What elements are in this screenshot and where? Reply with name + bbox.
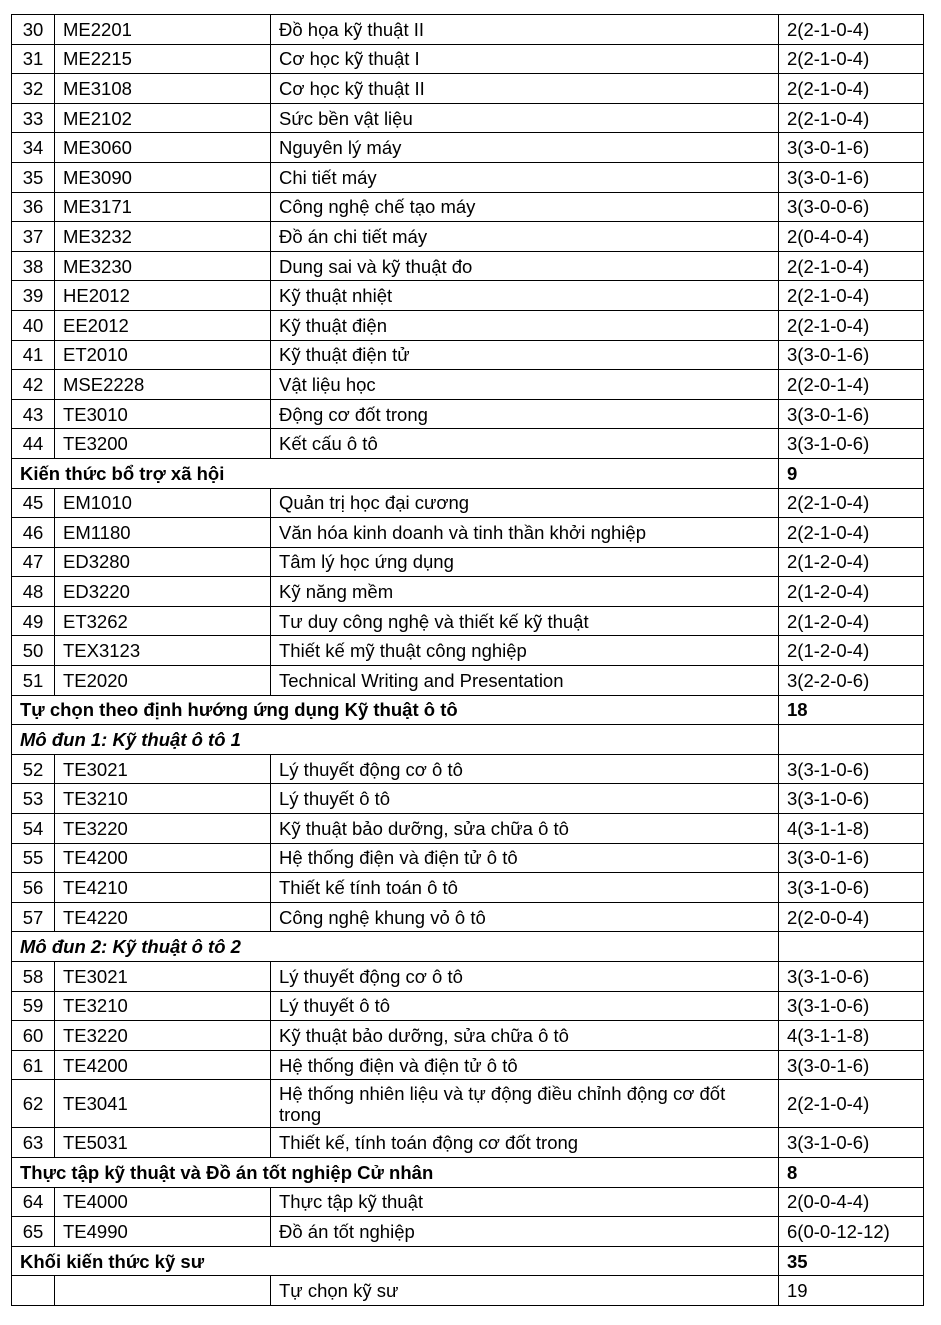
credits-cell: 2(1-2-0-4) <box>779 636 924 666</box>
course-name-cell: Kỹ thuật điện <box>271 310 779 340</box>
section-title-cell: Thực tập kỹ thuật và Đồ án tốt nghiệp Cử nhân <box>12 1157 779 1187</box>
course-code-cell: ED3220 <box>55 577 271 607</box>
table-row <box>12 281 924 311</box>
credits-cell: 2(2-1-0-4) <box>779 74 924 104</box>
row-number-cell: 44 <box>12 429 55 459</box>
row-number-cell <box>12 1276 55 1306</box>
credits-cell: 19 <box>779 1276 924 1306</box>
row-number-cell: 33 <box>12 103 55 133</box>
course-code-cell: ME3108 <box>55 74 271 104</box>
module-credits-cell <box>779 932 924 962</box>
row-number-cell: 45 <box>12 488 55 518</box>
course-code-cell: TE4200 <box>55 1050 271 1080</box>
table-row <box>12 370 924 400</box>
credits-cell: 2(2-0-1-4) <box>779 370 924 400</box>
section-header-row <box>12 1246 924 1276</box>
course-name-cell: Lý thuyết ô tô <box>271 991 779 1021</box>
credits-cell: 2(2-1-0-4) <box>779 1080 924 1128</box>
credits-cell: 3(3-1-0-6) <box>779 873 924 903</box>
curriculum-table <box>11 14 924 1306</box>
course-name-cell: Tâm lý học ứng dụng <box>271 547 779 577</box>
credits-cell: 2(2-1-0-4) <box>779 310 924 340</box>
table-row <box>12 1187 924 1217</box>
course-name-cell: Công nghệ chế tạo máy <box>271 192 779 222</box>
row-number-cell: 54 <box>12 814 55 844</box>
course-name-cell: Đồ án chi tiết máy <box>271 222 779 252</box>
course-name-cell: Nguyên lý máy <box>271 133 779 163</box>
table-row <box>12 666 924 696</box>
course-name-cell: Quản trị học đại cương <box>271 488 779 518</box>
section-header-row <box>12 458 924 488</box>
table-row <box>12 1021 924 1051</box>
table-row <box>12 843 924 873</box>
table-row <box>12 991 924 1021</box>
credits-cell: 3(3-0-1-6) <box>779 162 924 192</box>
course-code-cell: ME3090 <box>55 162 271 192</box>
table-row <box>12 1080 924 1128</box>
credits-cell: 3(3-0-1-6) <box>779 843 924 873</box>
course-code-cell: TE3200 <box>55 429 271 459</box>
section-credits-cell: 35 <box>779 1246 924 1276</box>
credits-cell: 3(3-1-0-6) <box>779 429 924 459</box>
row-number-cell: 60 <box>12 1021 55 1051</box>
table-row <box>12 547 924 577</box>
course-code-cell: EM1010 <box>55 488 271 518</box>
course-code-cell: TE3041 <box>55 1080 271 1128</box>
section-title-cell: Tự chọn theo định hướng ứng dụng Kỹ thuật ô tô <box>12 695 779 725</box>
table-row <box>12 577 924 607</box>
table-row <box>12 636 924 666</box>
row-number-cell: 56 <box>12 873 55 903</box>
course-name-cell: Tự chọn kỹ sư <box>271 1276 779 1306</box>
credits-cell: 2(2-0-0-4) <box>779 902 924 932</box>
course-name-cell: Vật liệu học <box>271 370 779 400</box>
table-row <box>12 873 924 903</box>
course-name-cell: Kết cấu ô tô <box>271 429 779 459</box>
course-name-cell: Sức bền vật liệu <box>271 103 779 133</box>
course-code-cell: TE3220 <box>55 814 271 844</box>
table-row <box>12 133 924 163</box>
course-code-cell: ME3060 <box>55 133 271 163</box>
course-code-cell: ME3232 <box>55 222 271 252</box>
table-row <box>12 429 924 459</box>
row-number-cell: 43 <box>12 399 55 429</box>
row-number-cell: 42 <box>12 370 55 400</box>
row-number-cell: 50 <box>12 636 55 666</box>
course-name-cell: Kỹ thuật bảo dưỡng, sửa chữa ô tô <box>271 814 779 844</box>
course-code-cell: TE3220 <box>55 1021 271 1051</box>
course-name-cell: Đồ án tốt nghiệp <box>271 1217 779 1247</box>
course-code-cell: TE4220 <box>55 902 271 932</box>
course-name-cell: Kỹ năng mềm <box>271 577 779 607</box>
course-code-cell: ET2010 <box>55 340 271 370</box>
table-row <box>12 340 924 370</box>
row-number-cell: 36 <box>12 192 55 222</box>
row-number-cell: 48 <box>12 577 55 607</box>
table-row <box>12 1217 924 1247</box>
section-credits-cell: 18 <box>779 695 924 725</box>
table-row <box>12 1050 924 1080</box>
course-name-cell: Hệ thống điện và điện tử ô tô <box>271 1050 779 1080</box>
course-name-cell: Đồ họa kỹ thuật II <box>271 15 779 45</box>
course-name-cell: Technical Writing and Presentation <box>271 666 779 696</box>
credits-cell: 3(3-0-1-6) <box>779 1050 924 1080</box>
row-number-cell: 31 <box>12 44 55 74</box>
course-name-cell: Kỹ thuật điện tử <box>271 340 779 370</box>
row-number-cell: 39 <box>12 281 55 311</box>
row-number-cell: 41 <box>12 340 55 370</box>
credits-cell: 2(2-1-0-4) <box>779 103 924 133</box>
course-code-cell: TE3021 <box>55 962 271 992</box>
course-code-cell: ME2201 <box>55 15 271 45</box>
credits-cell: 2(1-2-0-4) <box>779 606 924 636</box>
course-code-cell: MSE2228 <box>55 370 271 400</box>
credits-cell: 4(3-1-1-8) <box>779 814 924 844</box>
table-row <box>12 1276 924 1306</box>
table-row <box>12 310 924 340</box>
table-row <box>12 222 924 252</box>
section-credits-cell: 9 <box>779 458 924 488</box>
table-row <box>12 518 924 548</box>
table-row <box>12 44 924 74</box>
course-code-cell: EE2012 <box>55 310 271 340</box>
course-code-cell: TE4210 <box>55 873 271 903</box>
table-row <box>12 962 924 992</box>
module-title-cell: Mô đun 1: Kỹ thuật ô tô 1 <box>12 725 779 755</box>
table-row <box>12 814 924 844</box>
course-name-cell: Thực tập kỹ thuật <box>271 1187 779 1217</box>
section-title-cell: Khối kiến thức kỹ sư <box>12 1246 779 1276</box>
course-name-cell: Thiết kế tính toán ô tô <box>271 873 779 903</box>
course-code-cell: TE4990 <box>55 1217 271 1247</box>
course-name-cell: Văn hóa kinh doanh và tinh thần khởi nghiệp <box>271 518 779 548</box>
course-code-cell <box>55 1276 271 1306</box>
credits-cell: 2(0-4-0-4) <box>779 222 924 252</box>
row-number-cell: 58 <box>12 962 55 992</box>
credits-cell: 2(2-1-0-4) <box>779 281 924 311</box>
credits-cell: 2(2-1-0-4) <box>779 44 924 74</box>
curriculum-table-container <box>11 14 924 1306</box>
course-code-cell: TE2020 <box>55 666 271 696</box>
credits-cell: 3(3-0-1-6) <box>779 399 924 429</box>
course-code-cell: TE3210 <box>55 784 271 814</box>
course-code-cell: TE4000 <box>55 1187 271 1217</box>
course-name-cell: Cơ học kỹ thuật I <box>271 44 779 74</box>
table-row <box>12 1128 924 1158</box>
row-number-cell: 57 <box>12 902 55 932</box>
table-row <box>12 902 924 932</box>
row-number-cell: 47 <box>12 547 55 577</box>
credits-cell: 3(3-0-1-6) <box>779 340 924 370</box>
course-code-cell: ME3171 <box>55 192 271 222</box>
course-name-cell: Thiết kế mỹ thuật công nghiệp <box>271 636 779 666</box>
section-title-cell: Kiến thức bổ trợ xã hội <box>12 458 779 488</box>
course-code-cell: ED3280 <box>55 547 271 577</box>
course-name-cell: Kỹ thuật bảo dưỡng, sửa chữa ô tô <box>271 1021 779 1051</box>
course-code-cell: ME2102 <box>55 103 271 133</box>
credits-cell: 2(1-2-0-4) <box>779 577 924 607</box>
section-credits-cell: 8 <box>779 1157 924 1187</box>
course-name-cell: Lý thuyết động cơ ô tô <box>271 962 779 992</box>
credits-cell: 3(3-1-0-6) <box>779 991 924 1021</box>
course-name-cell: Hệ thống nhiên liệu và tự động điều chỉnh động cơ đốt trong <box>271 1080 779 1128</box>
row-number-cell: 51 <box>12 666 55 696</box>
course-name-cell: Thiết kế, tính toán động cơ đốt trong <box>271 1128 779 1158</box>
credits-cell: 2(2-1-0-4) <box>779 518 924 548</box>
row-number-cell: 40 <box>12 310 55 340</box>
course-name-cell: Cơ học kỹ thuật II <box>271 74 779 104</box>
credits-cell: 3(3-1-0-6) <box>779 962 924 992</box>
course-code-cell: ME3230 <box>55 251 271 281</box>
course-name-cell: Động cơ đốt trong <box>271 399 779 429</box>
table-row <box>12 74 924 104</box>
row-number-cell: 46 <box>12 518 55 548</box>
row-number-cell: 53 <box>12 784 55 814</box>
module-header-row <box>12 932 924 962</box>
credits-cell: 2(2-1-0-4) <box>779 251 924 281</box>
credits-cell: 2(2-1-0-4) <box>779 488 924 518</box>
table-row <box>12 162 924 192</box>
course-code-cell: TE3010 <box>55 399 271 429</box>
row-number-cell: 65 <box>12 1217 55 1247</box>
row-number-cell: 38 <box>12 251 55 281</box>
table-row <box>12 192 924 222</box>
table-row <box>12 606 924 636</box>
row-number-cell: 52 <box>12 754 55 784</box>
row-number-cell: 61 <box>12 1050 55 1080</box>
row-number-cell: 32 <box>12 74 55 104</box>
table-row <box>12 399 924 429</box>
module-header-row <box>12 725 924 755</box>
credits-cell: 3(3-0-1-6) <box>779 133 924 163</box>
credits-cell: 2(0-0-4-4) <box>779 1187 924 1217</box>
course-name-cell: Kỹ thuật nhiệt <box>271 281 779 311</box>
row-number-cell: 37 <box>12 222 55 252</box>
course-code-cell: TE3210 <box>55 991 271 1021</box>
course-code-cell: TE3021 <box>55 754 271 784</box>
curriculum-table-body <box>12 15 924 1306</box>
course-code-cell: ET3262 <box>55 606 271 636</box>
row-number-cell: 35 <box>12 162 55 192</box>
row-number-cell: 62 <box>12 1080 55 1128</box>
course-name-cell: Chi tiết máy <box>271 162 779 192</box>
course-name-cell: Lý thuyết động cơ ô tô <box>271 754 779 784</box>
course-code-cell: TE4200 <box>55 843 271 873</box>
course-code-cell: TE5031 <box>55 1128 271 1158</box>
credits-cell: 3(3-0-0-6) <box>779 192 924 222</box>
course-name-cell: Lý thuyết ô tô <box>271 784 779 814</box>
credits-cell: 3(3-1-0-6) <box>779 754 924 784</box>
credits-cell: 3(3-1-0-6) <box>779 1128 924 1158</box>
table-row <box>12 754 924 784</box>
row-number-cell: 64 <box>12 1187 55 1217</box>
table-row <box>12 15 924 45</box>
course-name-cell: Tư duy công nghệ và thiết kế kỹ thuật <box>271 606 779 636</box>
table-row <box>12 103 924 133</box>
table-row <box>12 251 924 281</box>
credits-cell: 3(3-1-0-6) <box>779 784 924 814</box>
row-number-cell: 59 <box>12 991 55 1021</box>
row-number-cell: 63 <box>12 1128 55 1158</box>
credits-cell: 2(1-2-0-4) <box>779 547 924 577</box>
course-name-cell: Dung sai và kỹ thuật đo <box>271 251 779 281</box>
section-header-row <box>12 1157 924 1187</box>
credits-cell: 4(3-1-1-8) <box>779 1021 924 1051</box>
section-header-row <box>12 695 924 725</box>
table-row <box>12 488 924 518</box>
credits-cell: 2(2-1-0-4) <box>779 15 924 45</box>
course-name-cell: Công nghệ khung vỏ ô tô <box>271 902 779 932</box>
course-code-cell: EM1180 <box>55 518 271 548</box>
row-number-cell: 49 <box>12 606 55 636</box>
table-row <box>12 784 924 814</box>
course-code-cell: TEX3123 <box>55 636 271 666</box>
credits-cell: 3(2-2-0-6) <box>779 666 924 696</box>
row-number-cell: 34 <box>12 133 55 163</box>
credits-cell: 6(0-0-12-12) <box>779 1217 924 1247</box>
course-name-cell: Hệ thống điện và điện tử ô tô <box>271 843 779 873</box>
module-title-cell: Mô đun 2: Kỹ thuật ô tô 2 <box>12 932 779 962</box>
course-code-cell: HE2012 <box>55 281 271 311</box>
course-code-cell: ME2215 <box>55 44 271 74</box>
row-number-cell: 30 <box>12 15 55 45</box>
module-credits-cell <box>779 725 924 755</box>
row-number-cell: 55 <box>12 843 55 873</box>
